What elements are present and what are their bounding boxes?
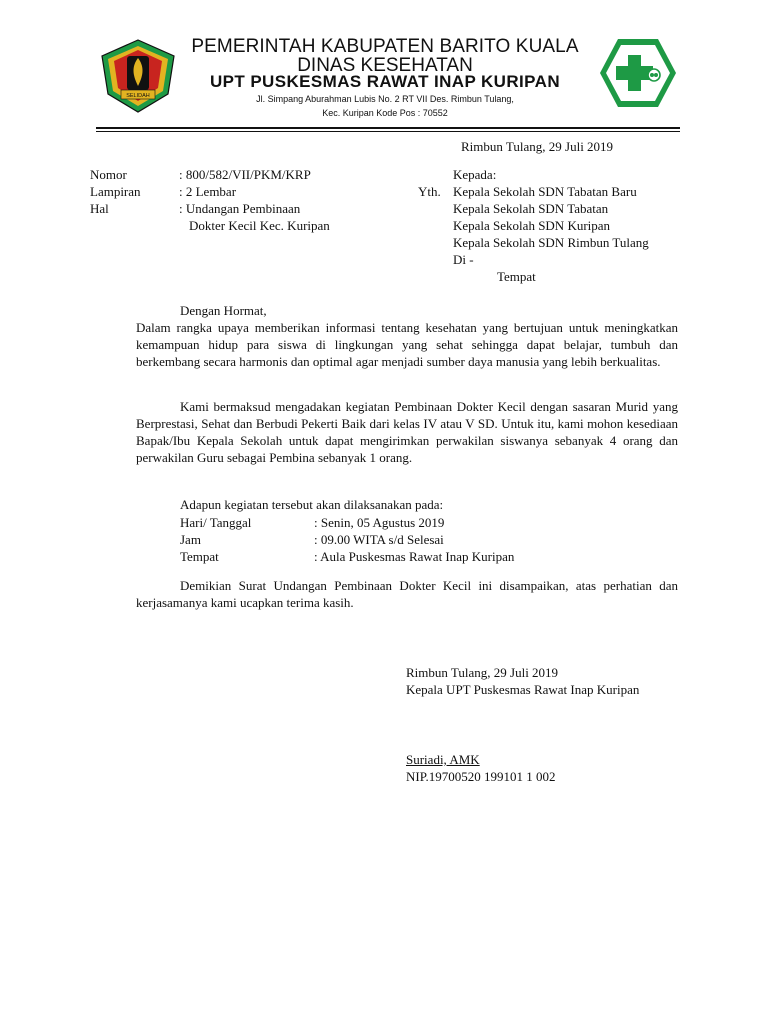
letterhead-address-line2: Kec. Kuripan Kode Pos : 70552: [322, 108, 448, 118]
schedule-label-time: Jam: [180, 532, 201, 547]
lampiran-label: Lampiran: [90, 184, 141, 199]
schedule-intro: Adapun kegiatan tersebut akan dilaksanakan pada:: [180, 497, 444, 512]
recipient-di: Di -: [453, 252, 474, 267]
signatory-nip: NIP.19700520 199101 1 002: [406, 769, 556, 784]
recipient-item: Kepala Sekolah SDN Kuripan: [453, 218, 611, 233]
schedule-value-place: : Aula Puskesmas Rawat Inap Kuripan: [314, 549, 515, 564]
signatory-name: Suriadi, AMK: [406, 752, 480, 767]
lampiran-value: : 2 Lembar: [179, 184, 237, 199]
recipient-tempat: Tempat: [497, 269, 536, 284]
paragraph-purpose-text: Kami bermaksud mengadakan kegiatan Pembinaan Dokter Kecil dengan sasaran Murid yang Berprestasi, Sehat dan Berbudi Pekerti Baik dari kelas IV atau V SD. Untuk itu, kami mohon kesediaan Bapak/Ibu Kepala Sekolah untuk dapat mengirimkan perwakilan siswanya sebanyak 4 orang dan perwakilan Guru sebagai Pembina sebanyak 1 orang.: [136, 399, 678, 465]
paragraph-intro: Dalam rangka upaya memberikan informasi tentang kesehatan yang bertujuan untuk meningkatkan kemampuan hidup para siswa di lingkungan yang sehat sehingga dapat belajar, tumbuh dan berkembang secara harmonis dan optimal agar menjadi sumber daya manusia yang lebih berkualitas.: [136, 320, 678, 369]
schedule-label-place: Tempat: [180, 549, 219, 564]
greeting: Dengan Hormat,: [180, 303, 267, 318]
puskesmas-logo: [598, 37, 678, 109]
signature-place-date: Rimbun Tulang, 29 Juli 2019: [406, 665, 559, 680]
recipient-item: Kepala Sekolah SDN Tabatan: [453, 201, 609, 216]
hal-label: Hal: [90, 201, 109, 216]
letter-date: Rimbun Tulang, 29 Juli 2019: [461, 139, 614, 154]
paragraph-purpose: [136, 398, 678, 466]
recipient-item: Kepala Sekolah SDN Tabatan Baru: [453, 184, 637, 199]
letterhead-rule-thin: [96, 131, 680, 132]
recipient-kepada: Kepada:: [453, 167, 497, 182]
paragraph-closing: [136, 577, 678, 611]
signature-position: Kepala UPT Puskesmas Rawat Inap Kuripan: [406, 682, 640, 697]
hal-value: : Undangan Pembinaan: [179, 201, 301, 216]
letterhead: [0, 0, 768, 130]
regency-emblem-logo: [98, 38, 178, 114]
schedule-label-date: Hari/ Tanggal: [180, 515, 252, 530]
emblem-motto: SELIDAH: [126, 93, 150, 99]
paragraph-closing-text: Demikian Surat Undangan Pembinaan Dokter Kecil ini disampaikan, atas perhatian dan kerjasamanya kami ucapkan terima kasih.: [136, 578, 678, 610]
recipient-item: Kepala Sekolah SDN Rimbun Tulang: [453, 235, 649, 250]
hal-value-continued: Dokter Kecil Kec. Kuripan: [189, 218, 330, 233]
nomor-value: : 800/582/VII/PKM/KRP: [179, 167, 311, 182]
schedule-value-date: : Senin, 05 Agustus 2019: [314, 515, 445, 530]
schedule-value-time: : 09.00 WITA s/d Selesai: [314, 532, 444, 547]
letterhead-address-line1: Jl. Simpang Aburahman Lubis No. 2 RT VII Des. Rimbun Tulang,: [256, 94, 514, 104]
letterhead-unit: UPT PUSKESMAS RAWAT INAP KURIPAN: [210, 72, 560, 91]
letterhead-rule-thick: [96, 127, 680, 129]
nomor-label: Nomor: [90, 167, 127, 182]
letterhead-government: PEMERINTAH KABUPATEN BARITO KUALA: [191, 36, 579, 57]
recipient-yth: Yth.: [418, 184, 441, 199]
letterhead-agency: DINAS KESEHATAN: [297, 55, 473, 76]
